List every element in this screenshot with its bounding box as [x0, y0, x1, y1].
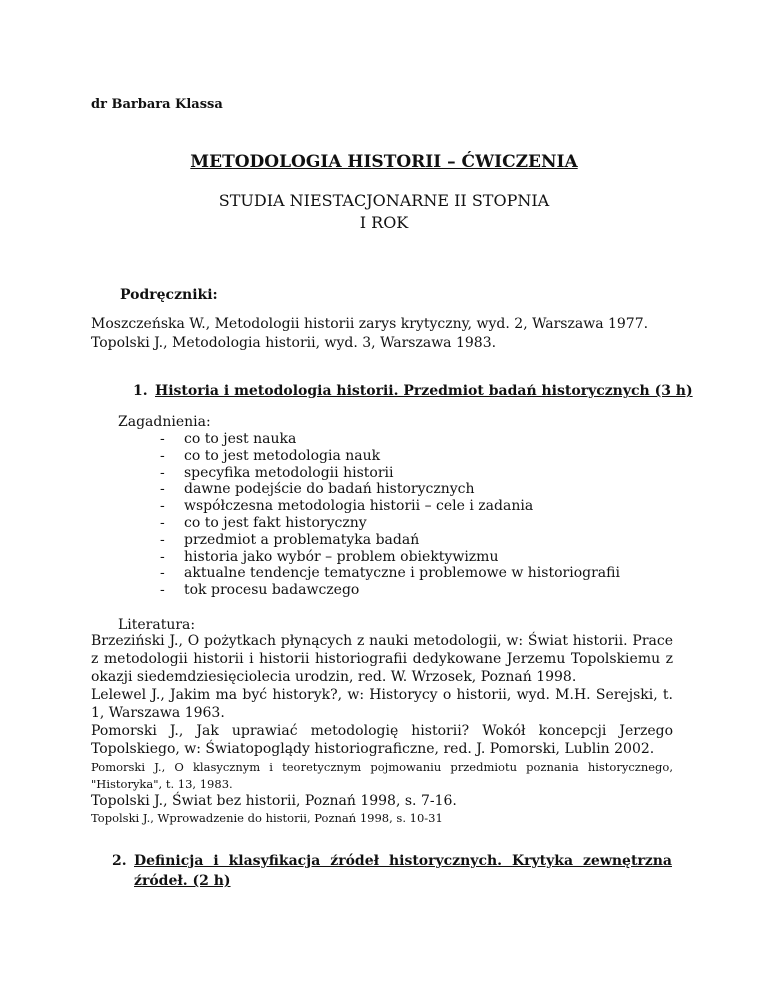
textbooks-label: Podręczniki: — [120, 287, 218, 303]
literature-item: Topolski J., Świat bez historii, Poznań 1998, s. 7-16. — [91, 793, 457, 809]
issue-item: - historia jako wybór – problem obiektywizmu — [160, 548, 499, 565]
textbooks-list — [91, 315, 648, 353]
document-title: METODOLOGIA HISTORII – ĆWICZENIA — [190, 152, 578, 172]
issue-item: - aktualne tendencje tematyczne i problemowe w historiografii — [160, 565, 620, 582]
topic-2-heading — [112, 851, 672, 891]
subtitle-line-2: I ROK — [359, 213, 409, 232]
issue-item: - współczesna metodologia historii – cele i zadania — [160, 498, 534, 515]
issue-item: - co to jest fakt historyczny — [160, 514, 367, 531]
issue-item: - przedmiot a problematyka badań — [160, 531, 420, 548]
subtitle-line-1: STUDIA NIESTACJONARNE II STOPNIA — [218, 191, 550, 210]
topic-2-number: 2. — [112, 853, 127, 869]
literature-item: Topolski J., Wprowadzenie do historii, Poznań 1998, s. 10-31 — [91, 811, 443, 825]
author: dr Barbara Klassa — [91, 97, 223, 112]
topic-1-heading — [133, 383, 693, 399]
topic-2-title: Definicja i klasyfikacja źródeł historycznych. Krytyka zewnętrzna źródeł. (2 h) — [134, 853, 672, 889]
issue-item: - dawne podejście do badań historycznych — [160, 481, 475, 498]
document-subtitle — [0, 190, 768, 234]
topic-1-title: Historia i metodologia historii. Przedmiot badań historycznych (3 h) — [155, 383, 693, 399]
issues-label: Zagadnienia: — [118, 414, 211, 430]
textbook-item: Topolski J., Metodologia historii, wyd. 3, Warszawa 1983. — [91, 335, 497, 351]
textbook-item: Moszczeńska W., Metodologii historii zarys krytyczny, wyd. 2, Warszawa 1977. — [91, 316, 649, 332]
literature-item: Pomorski J., O klasycznym i teoretycznym pojmowaniu przedmiotu poznania historycznego, "Historyka", t. 13, 1983. — [91, 760, 673, 791]
topic-1-number: 1. — [133, 383, 148, 399]
literature-item: Pomorski J., Jak uprawiać metodologię historii? Wokół koncepcji Jerzego Topolskiego, w: Światopoglądy historiograficzne, red. J. Pomorski, Lublin 2002. — [91, 723, 673, 757]
issue-item: - tok procesu badawczego — [160, 582, 360, 599]
literature-item: Lelewel J., Jakim ma być historyk?, w: Historycy o historii, wyd. M.H. Serejski, t. 1, Warszawa 1963. — [91, 687, 673, 721]
issue-item: - specyfika metodologii historii — [160, 464, 394, 481]
issues-list — [160, 431, 620, 599]
issue-item: - co to jest nauka — [160, 431, 297, 447]
literature-item: Brzeziński J., O pożytkach płynących z nauki metodologii, w: Świat historii. Prace z metodologii historii i historii historiografii dedykowane Jerzemu Topolskiemu z okazji siedemdziesięciolecia urodzin, red. W. Wrzosek, Poznań 1998. — [91, 633, 673, 685]
issue-item: - co to jest metodologia nauk — [160, 447, 381, 464]
literature-label: Literatura: — [118, 617, 196, 633]
